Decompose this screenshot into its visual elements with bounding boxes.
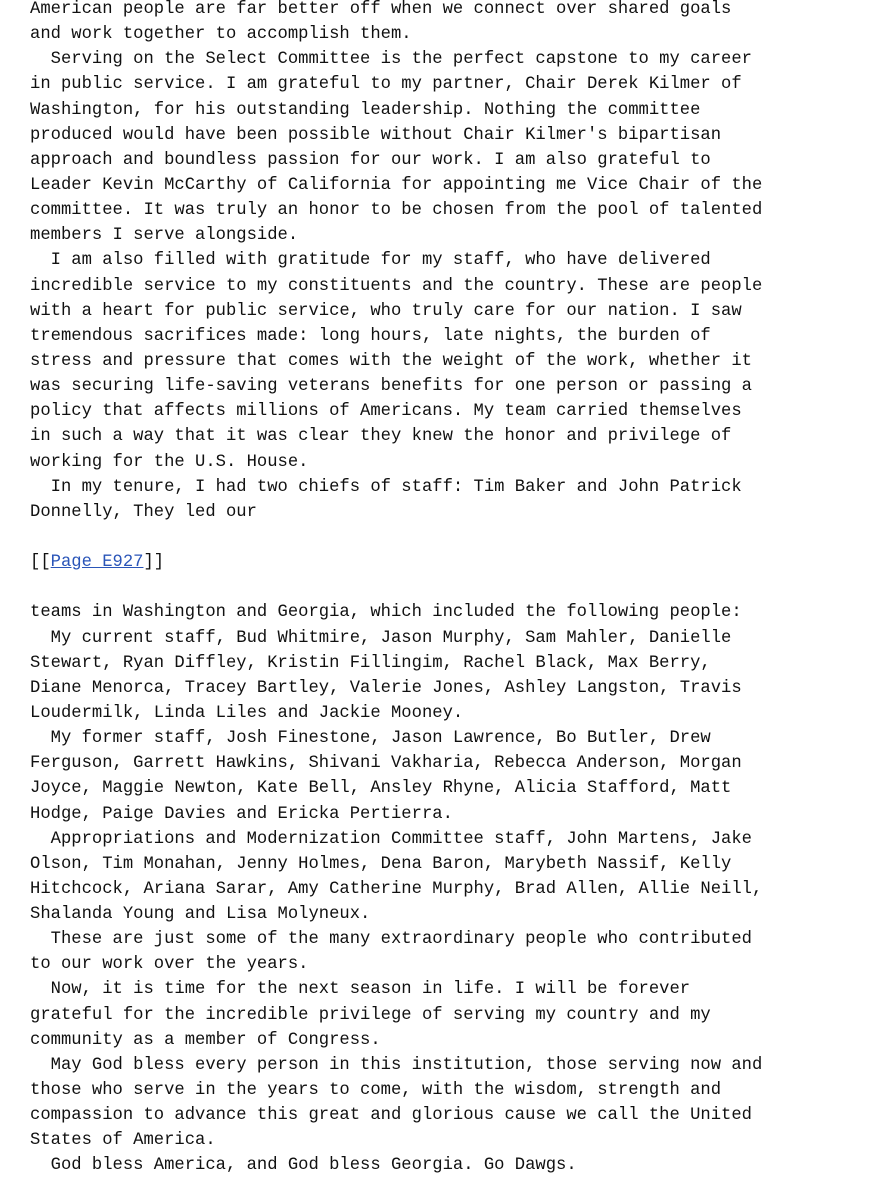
text-line: Donnelly, They led our <box>30 502 257 522</box>
text-line: Stewart, Ryan Diffley, Kristin Fillingim, Rachel Black, Max Berry, <box>30 653 711 673</box>
page-marker-prefix: [[ <box>30 553 51 573</box>
text-line: Joyce, Maggie Newton, Kate Bell, Ansley Rhyne, Alicia Stafford, Matt <box>30 779 732 799</box>
text-line: those who serve in the years to come, with the wisdom, strength and <box>30 1081 722 1101</box>
page-marker <box>30 550 870 575</box>
record-text <box>30 0 870 1179</box>
text-line: incredible service to my constituents and the country. These are people <box>30 276 763 296</box>
text-line: Olson, Tim Monahan, Jenny Holmes, Dena Baron, Marybeth Nassif, Kelly <box>30 854 732 874</box>
text-block-after <box>30 600 870 1178</box>
text-line: working for the U.S. House. <box>30 452 309 472</box>
text-line: Serving on the Select Committee is the perfect capstone to my career <box>30 50 752 70</box>
page-marker-suffix: ]] <box>143 553 165 573</box>
text-line: stress and pressure that comes with the weight of the work, whether it <box>30 351 752 371</box>
text-line: American people are far better off when we connect over shared goals <box>30 0 732 19</box>
text-line: to our work over the years. <box>30 955 309 975</box>
text-line: My current staff, Bud Whitmire, Jason Murphy, Sam Mahler, Danielle <box>30 628 732 648</box>
text-line: and work together to accomplish them. <box>30 25 412 45</box>
text-line: Leader Kevin McCarthy of California for appointing me Vice Chair of the <box>30 175 763 195</box>
text-line: Appropriations and Modernization Committee staff, John Martens, Jake <box>30 829 752 849</box>
text-line: Loudermilk, Linda Liles and Jackie Mooney. <box>30 703 464 723</box>
text-line: States of America. <box>30 1131 216 1151</box>
text-line: tremendous sacrifices made: long hours, late nights, the burden of <box>30 326 711 346</box>
text-line: In my tenure, I had two chiefs of staff: Tim Baker and John Patrick <box>30 477 742 497</box>
text-line: Now, it is time for the next season in life. I will be forever <box>30 980 691 1000</box>
text-line: Shalanda Young and Lisa Molyneux. <box>30 905 371 925</box>
text-block-before <box>30 0 870 525</box>
text-line: God bless America, and God bless Georgia. Go Dawgs. <box>30 1156 577 1176</box>
text-line: Diane Menorca, Tracey Bartley, Valerie Jones, Ashley Langston, Travis <box>30 678 742 698</box>
text-line: These are just some of the many extraordinary people who contributed <box>30 930 752 950</box>
text-line: teams in Washington and Georgia, which included the following people: <box>30 603 742 623</box>
text-line: with a heart for public service, who truly care for our nation. I saw <box>30 301 742 321</box>
text-line: approach and boundless passion for our work. I am also grateful to <box>30 150 711 170</box>
blank-line <box>30 575 870 600</box>
text-line: was securing life-saving veterans benefits for one person or passing a <box>30 377 752 397</box>
text-line: Hodge, Paige Davies and Ericka Pertierra. <box>30 804 453 824</box>
text-line: My former staff, Josh Finestone, Jason Lawrence, Bo Butler, Drew <box>30 729 711 749</box>
text-line: Ferguson, Garrett Hawkins, Shivani Vakharia, Rebecca Anderson, Morgan <box>30 754 742 774</box>
page-e927-link[interactable]: Page E927 <box>50 553 144 573</box>
text-line: produced would have been possible without Chair Kilmer's bipartisan <box>30 125 722 145</box>
text-line: in such a way that it was clear they knew the honor and privilege of <box>30 427 732 447</box>
text-line: members I serve alongside. <box>30 226 299 246</box>
text-line: in public service. I am grateful to my partner, Chair Derek Kilmer of <box>30 75 742 95</box>
text-line: May God bless every person in this institution, those serving now and <box>30 1055 763 1075</box>
text-line: policy that affects millions of Americans. My team carried themselves <box>30 402 742 422</box>
text-line: committee. It was truly an honor to be chosen from the pool of talented <box>30 201 763 221</box>
text-line: compassion to advance this great and glorious cause we call the United <box>30 1106 752 1126</box>
blank-line <box>30 525 870 550</box>
text-line: grateful for the incredible privilege of serving my country and my <box>30 1005 711 1025</box>
text-line: I am also filled with gratitude for my staff, who have delivered <box>30 251 711 271</box>
text-line: Washington, for his outstanding leadership. Nothing the committee <box>30 100 701 120</box>
text-line: Hitchcock, Ariana Sarar, Amy Catherine Murphy, Brad Allen, Allie Neill, <box>30 879 763 899</box>
text-line: community as a member of Congress. <box>30 1030 381 1050</box>
